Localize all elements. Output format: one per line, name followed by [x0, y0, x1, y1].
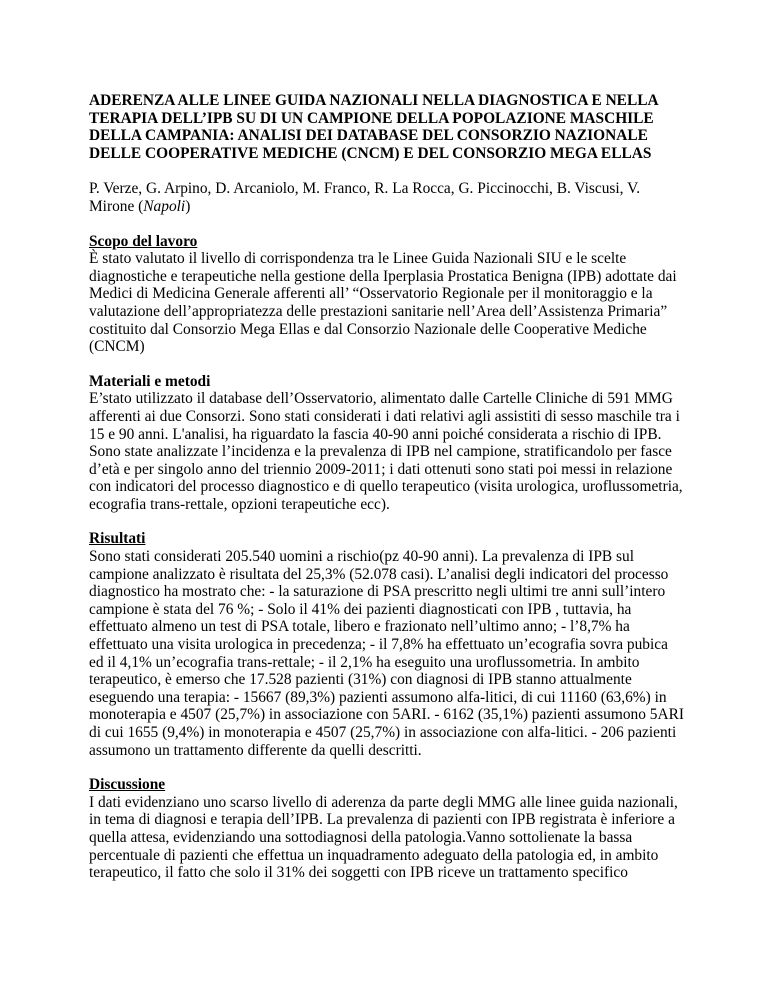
section-body-risultati: Sono stati considerati 205.540 uomini a rischio(pz 40-90 anni). La prevalenza di IPB sul campione analizzato è risultata del 25,3% (52.078 casi). L’analisi degli indicatori del processo diagnostico ha mostrato che: - la saturazione di PSA prescritto negli ultimi tre anni sull’intero campione è stata del 76 %; - Solo il 41% dei pazienti diagnosticati con IPB , tuttavia, ha effettuato almeno un test di PSA totale, libero e frazionato nell’ultimo anno; - l’8,7% ha effettuato una visita urologica in precedenza; - il 7,8% ha effettuato un’ecografia sovra pubica ed il 4,1% un’ecografia trans-rettale; - il 2,1% ha eseguito una uroflussometria. In ambito terapeutico, è emerso che 17.528 pazienti (31%) con diagnosi di IPB stanno attualmente eseguendo una terapia: - 15667 (89,3%) pazienti assumono alfa-litici, di cui 11160 (63,6%) in monoterapia e 4507 (25,7%) in associazione con 5ARI. - 6162 (35,1%) pazienti assumono 5ARI di cui 1655 (9,4%) in monoterapia e 4507 (25,7%) in associazione con alfa-litici. - 206 pazienti assumono un trattamento differente da quelli descritti.: [89, 548, 684, 759]
section-heading-discussione: Discussione: [89, 776, 166, 794]
section-scopo: [89, 233, 685, 356]
section-body-discussione: I dati evidenziano uno scarso livello di aderenza da parte degli MMG alle linee guida nazionali, in tema di diagnosi e terapia dell’IPB. La prevalenza di pazienti con IPB registrata è inferiore a quella attesa, evidenziando una sottodiagnosi della patologia.Vanno sottolienate la bassa percentuale di pazienti che effettua un inquadramento adeguato della patologia ed, in ambito terapeutico, il fatto che solo il 31% dei soggetti con IPB riceve un trattamento specifico: [89, 793, 678, 882]
author-city: Napoli: [143, 197, 186, 215]
section-risultati: [89, 530, 685, 759]
section-heading-materiali: Materiali e metodi: [89, 372, 211, 390]
document-page: [89, 92, 685, 899]
section-body-scopo: È stato valutato il livello di corrispondenza tra le Linee Guida Nazionali SIU e le scelte diagnostiche e terapeutiche nella gestione della Iperplasia Prostatica Benigna (IPB) adottate dai Medici di Medicina Generale afferenti all’ “Osservatorio Regionale per il monitoraggio e la valutazione dell’appropriatezza delle prestazioni sanitarie nell’Area dell’Assistenza Primaria” costituito dal Consorzio Mega Ellas e dal Consorzio Nazionale delle Cooperative Mediche (CNCM): [89, 250, 677, 356]
author-close-paren: ): [185, 197, 191, 215]
author-names: P. Verze, G. Arpino, D. Arcaniolo, M. Franco, R. La Rocca, G. Piccinocchi, B. Viscusi, V. Mirone: [89, 180, 641, 215]
author-open-paren: (: [134, 197, 144, 215]
section-heading-risultati: Risultati: [89, 530, 146, 548]
section-discussione: [89, 776, 685, 882]
section-materiali: [89, 373, 685, 514]
author-list: [89, 180, 685, 215]
section-body-materiali: E’stato utilizzato il database dell’Osservatorio, alimentato dalle Cartelle Cliniche di 591 MMG afferenti ai due Consorzi. Sono stati considerati i dati relativi agli assistiti di sesso maschile tra i 15 e 90 anni. L'analisi, ha riguardato la fascia 40-90 anni poiché considerata a rischio di IPB. Sono state analizzate l’incidenza e la prevalenza di IPB nel campione, stratificandolo per fasce d’età e per singolo anno del triennio 2009-2011; i dati ottenuti sono stati poi messi in relazione con indicatori del processo diagnostico e di quello terapeutico (visita urologica, uroflussometria, ecografia trans-rettale, opzioni terapeutiche ecc).: [89, 390, 683, 513]
section-heading-scopo: Scopo del lavoro: [89, 232, 198, 250]
document-title: ADERENZA ALLE LINEE GUIDA NAZIONALI NELLA DIAGNOSTICA E NELLA TERAPIA DELL’IPB SU DI UN CAMPIONE DELLA POPOLAZIONE MASCHILE DELLA CAMPANIA: ANALISI DEI DATABASE DEL CONSORZIO NAZIONALE DELLE COOPERATIVE MEDICHE (CNCM) E DEL CONSORZIO MEGA ELLAS: [89, 92, 658, 162]
